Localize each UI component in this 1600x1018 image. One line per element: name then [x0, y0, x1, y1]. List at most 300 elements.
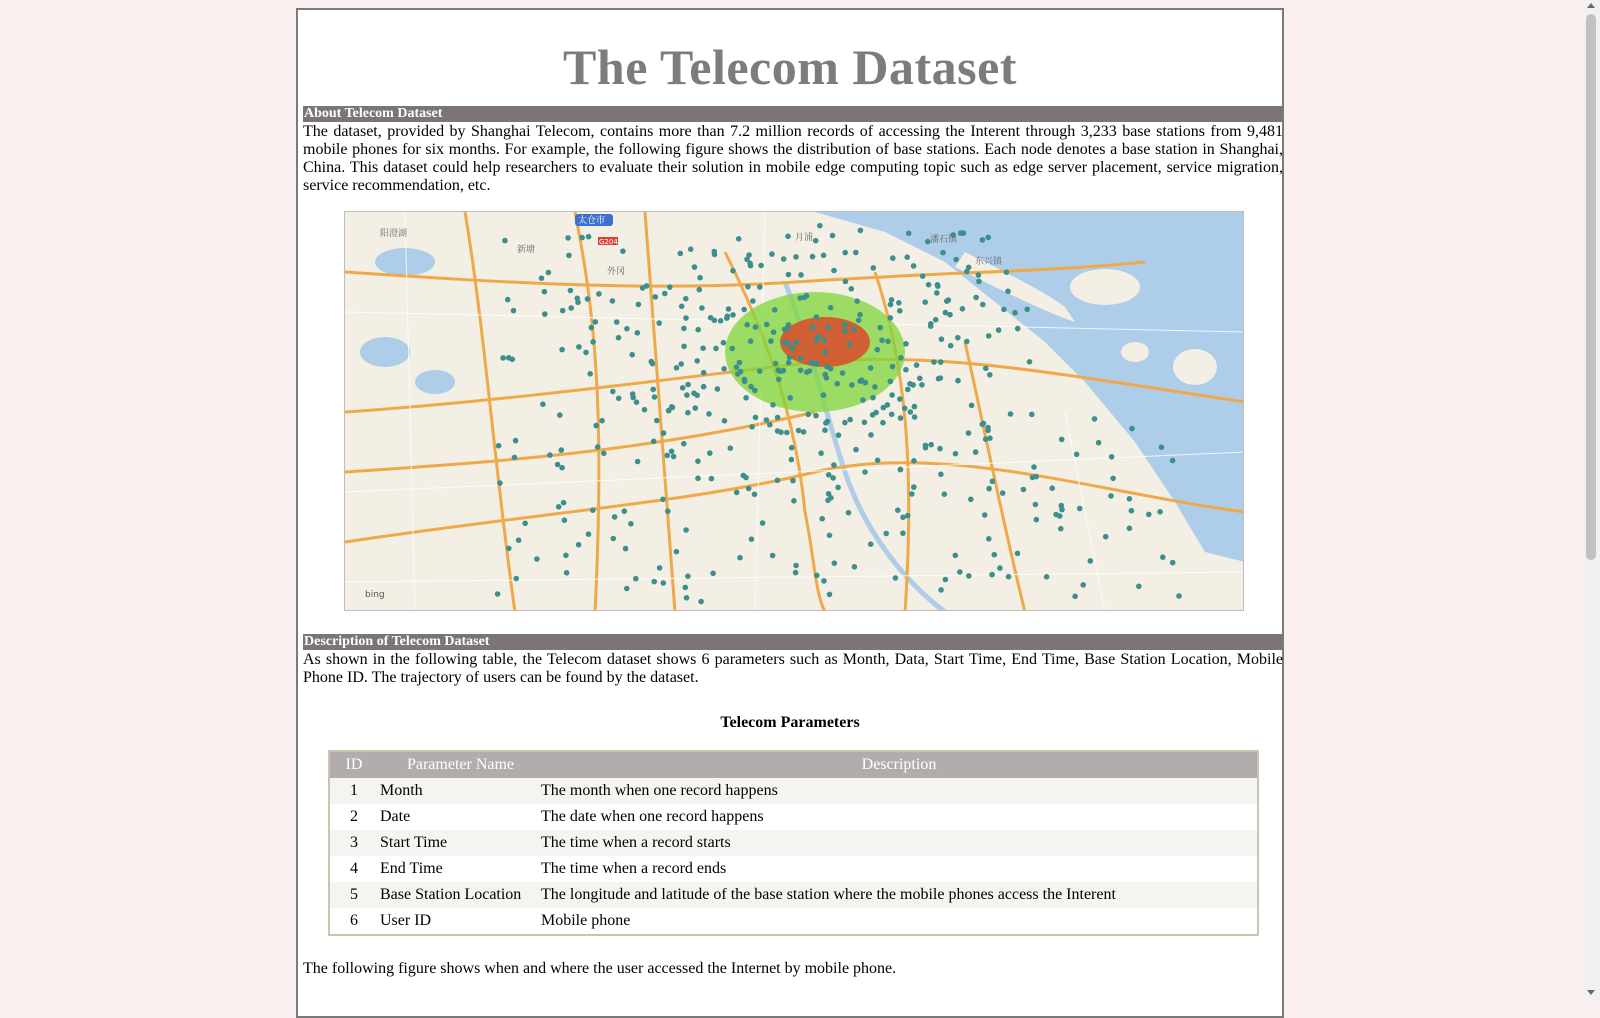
base-station-node [928, 323, 934, 329]
base-station-node [650, 387, 656, 393]
base-station-node [513, 576, 519, 582]
base-station-node [890, 364, 896, 370]
base-station-node [557, 412, 563, 418]
base-station-node [1170, 560, 1176, 566]
base-station-node [853, 250, 859, 256]
base-station-node [787, 395, 793, 401]
base-station-node [652, 394, 658, 400]
base-station-node [1127, 496, 1133, 502]
base-station-node [623, 546, 629, 552]
base-station-node [973, 295, 979, 301]
base-station-node [798, 272, 804, 278]
base-station-node [611, 536, 617, 542]
base-station-node [749, 424, 755, 430]
base-station-node [942, 491, 948, 497]
base-station-node [649, 359, 655, 365]
base-station-node [679, 304, 685, 310]
base-station-node [840, 370, 846, 376]
base-station-node [697, 287, 703, 293]
base-station-node [708, 315, 714, 321]
table-caption: Telecom Parameters [720, 714, 860, 731]
base-station-node [817, 223, 823, 229]
base-station-node [644, 283, 650, 289]
base-station-node [773, 361, 779, 367]
base-station-node [636, 302, 642, 308]
base-station-node [590, 507, 596, 513]
base-station-node [662, 291, 668, 297]
cell-name: End Time [378, 856, 541, 882]
base-station-node [534, 556, 540, 562]
base-station-node [931, 359, 937, 365]
base-station-node [589, 325, 595, 331]
base-station-node [1058, 526, 1064, 532]
base-station-node [946, 297, 952, 303]
base-station-node [522, 521, 528, 527]
base-station-node [683, 315, 689, 321]
header-description: Description [541, 751, 1258, 778]
base-station-node [875, 458, 881, 464]
base-station-node [914, 362, 920, 368]
base-station-node [685, 410, 691, 416]
base-station-node [926, 282, 932, 288]
base-station-node [694, 393, 700, 399]
base-station-node [596, 291, 602, 297]
base-station-node [539, 275, 545, 281]
table-header-row [329, 751, 1258, 778]
base-station-node [712, 252, 718, 258]
base-station-node [546, 270, 552, 276]
header-parameter-name: Parameter Name [378, 751, 541, 778]
base-station-node [790, 478, 796, 484]
base-station-node [610, 389, 616, 395]
base-station-node [898, 415, 904, 421]
base-station-node [940, 250, 946, 256]
base-station-node [513, 438, 519, 444]
base-station-node [828, 495, 834, 501]
base-station-node [693, 405, 699, 411]
base-station-node [836, 432, 842, 438]
base-station-node [1027, 359, 1033, 365]
base-station-node [559, 447, 565, 453]
base-station-node [958, 230, 964, 236]
base-station-node [919, 382, 925, 388]
base-station-node [782, 340, 788, 346]
base-station-node [715, 386, 721, 392]
base-station-node [860, 397, 866, 403]
base-station-node [976, 279, 982, 285]
base-station-node [846, 510, 852, 516]
base-station-node [656, 320, 662, 326]
base-station-node [890, 255, 896, 261]
base-station-node [810, 324, 816, 330]
base-station-node [775, 428, 781, 434]
about-paragraph: The dataset, provided by Shanghai Telecom, contains more than 7.2 million records of accessing the Interent through 3,233 base stations from 9,481 mobile phones for six months. For example, the following figure shows the distribution of base stations. Each node denotes a base station in Shanghai, China. This dataset could help researchers to evaluate their solution in mobile edge computing topic such as edge server placement, service migration, service recommendation, etc. [303, 123, 1283, 194]
base-station-node [683, 527, 689, 533]
base-station-node [737, 555, 743, 561]
base-station-node [706, 411, 712, 417]
base-station-node [671, 454, 677, 460]
base-station-node [834, 381, 840, 387]
base-station-node [542, 311, 548, 317]
base-station-node [599, 418, 605, 424]
base-station-node [698, 599, 704, 605]
base-station-node [823, 350, 829, 356]
base-station-node [793, 339, 799, 345]
base-station-node [734, 364, 740, 370]
base-station-node [688, 246, 694, 252]
base-station-node [628, 521, 634, 527]
base-station-node [669, 449, 675, 455]
base-station-node [985, 235, 991, 241]
base-station-node [983, 366, 989, 372]
base-station-node [880, 420, 886, 426]
base-station-node [1160, 554, 1166, 560]
base-station-node [902, 406, 908, 412]
base-station-node [802, 295, 808, 301]
base-station-node [786, 272, 792, 278]
base-station-node [654, 418, 660, 424]
base-station-node [847, 342, 853, 348]
base-station-node [883, 531, 889, 537]
base-station-node [870, 395, 876, 401]
base-station-node [955, 335, 961, 341]
base-station-node [831, 268, 837, 274]
base-station-node [1031, 464, 1037, 470]
base-station-node [678, 361, 684, 367]
base-station-node [1088, 558, 1094, 564]
table-row [329, 856, 1258, 882]
base-station-node [1080, 582, 1086, 588]
base-station-node [1005, 289, 1011, 295]
base-station-node [813, 413, 819, 419]
base-station-node [777, 369, 783, 375]
base-station-node [1004, 269, 1010, 275]
table-row [329, 882, 1258, 908]
base-station-node [695, 458, 701, 464]
base-station-node [664, 453, 670, 459]
map-island-3 [1173, 349, 1217, 385]
base-station-node [660, 497, 666, 503]
base-station-node [980, 302, 986, 308]
base-station-node [905, 387, 911, 393]
base-station-node [827, 533, 833, 539]
base-station-node [684, 392, 690, 398]
base-station-node [782, 327, 788, 333]
base-station-node [827, 592, 833, 598]
base-station-node [753, 324, 759, 330]
base-station-node [889, 392, 895, 398]
base-station-node [612, 514, 618, 520]
base-station-node [904, 254, 910, 260]
base-station-node [633, 576, 639, 582]
scroll-down-arrow-icon[interactable] [1587, 990, 1595, 995]
base-station-node [920, 273, 926, 279]
map-island-2 [1070, 269, 1140, 305]
map-label-waigang: 外冈 [607, 267, 626, 277]
cell-name: Month [378, 778, 541, 804]
base-station-node [721, 366, 727, 372]
base-station-node [862, 420, 868, 426]
base-station-node [928, 442, 934, 448]
base-station-node [980, 237, 986, 243]
base-station-node [694, 358, 700, 364]
cell-id: 6 [329, 908, 378, 935]
base-station-node [681, 326, 687, 332]
base-station-node [953, 257, 959, 263]
base-station-node [753, 415, 759, 421]
base-station-node [828, 305, 834, 311]
base-station-node [853, 447, 859, 453]
base-station-node [748, 384, 754, 390]
map-label-yangcheng: 阳澄湖 [380, 229, 408, 239]
base-station-node [775, 415, 781, 421]
base-station-node [1008, 411, 1014, 417]
base-station-node [787, 355, 793, 361]
base-station-node [595, 444, 601, 450]
base-station-node [576, 542, 582, 548]
base-station-node [908, 409, 914, 415]
base-station-node [742, 379, 748, 385]
base-station-node [868, 365, 874, 371]
map-lake-1 [360, 337, 410, 367]
base-station-node [907, 381, 913, 387]
base-station-node [1000, 490, 1006, 496]
base-station-node [590, 339, 596, 345]
base-station-node [776, 377, 782, 383]
base-station-node [852, 564, 858, 570]
base-station-node [1074, 452, 1080, 458]
base-station-node [955, 378, 961, 384]
base-station-node [868, 432, 874, 438]
map-label-taicang: 太仓市 [578, 216, 606, 226]
base-station-node [769, 251, 775, 257]
base-station-node [700, 345, 706, 351]
cell-id: 3 [329, 830, 378, 856]
base-station-node [587, 371, 593, 377]
base-station-node [683, 296, 689, 302]
base-station-node [651, 439, 657, 445]
base-station-node [586, 531, 592, 537]
base-station-node [568, 288, 574, 294]
base-station-node [760, 520, 766, 526]
base-station-node [854, 298, 860, 304]
description-paragraph: As shown in the following table, the Telecom dataset shows 6 parameters such as Month, Data, Start Time, End Time, Base Station Location, Mobile Phone ID. The trajectory of users can be found by the dataset. [303, 651, 1283, 686]
base-station-node [868, 541, 874, 547]
base-station-node [1057, 513, 1063, 519]
base-station-node [674, 365, 680, 371]
base-station-node [601, 451, 607, 457]
base-station-node [969, 403, 975, 409]
base-station-node [562, 517, 568, 523]
base-station-node [764, 322, 770, 328]
base-station-node [842, 250, 848, 256]
base-station-node [665, 508, 671, 514]
base-station-node [832, 560, 838, 566]
cell-name: Date [378, 804, 541, 830]
base-station-node [764, 417, 770, 423]
base-station-node [497, 480, 503, 486]
base-station-node [741, 307, 747, 313]
base-station-node [1001, 307, 1007, 313]
map-bing-logo: bing [365, 590, 385, 600]
base-station-node [500, 355, 506, 361]
base-station-node [506, 546, 512, 552]
base-station-node [986, 333, 992, 339]
base-station-node [831, 462, 837, 468]
base-station-node [757, 368, 763, 374]
base-station-node [857, 312, 863, 318]
base-station-node [667, 284, 673, 290]
base-station-node [801, 429, 807, 435]
base-station-node [938, 587, 944, 593]
base-station-node [948, 343, 954, 349]
base-station-node [1129, 426, 1135, 432]
cell-description: The month when one record happens [541, 778, 1258, 804]
base-station-node [981, 421, 987, 427]
cell-description: The date when one record happens [541, 804, 1258, 830]
base-station-node [992, 552, 998, 558]
base-station-node [938, 472, 944, 478]
base-station-node [556, 504, 562, 510]
base-station-node [1103, 534, 1109, 540]
scroll-up-arrow-icon[interactable] [1587, 3, 1595, 8]
base-station-node [859, 377, 865, 383]
base-station-node [565, 235, 571, 241]
base-station-node [885, 402, 891, 408]
base-station-node [985, 428, 991, 434]
base-station-node [936, 376, 942, 382]
base-station-node [616, 335, 622, 341]
base-station-node [614, 319, 620, 325]
cell-name: User ID [378, 908, 541, 935]
base-station-node [741, 473, 747, 479]
base-station-node [813, 238, 819, 244]
base-station-node [917, 376, 923, 382]
base-station-node [496, 443, 502, 449]
base-station-node [746, 486, 752, 492]
base-station-node [835, 485, 841, 491]
base-station-node [758, 263, 764, 269]
base-station-node [568, 305, 574, 311]
map-label-yuepu: 月浦 [795, 233, 814, 243]
base-station-node [912, 404, 918, 410]
base-station-node [953, 451, 959, 457]
vertical-scrollbar[interactable] [1582, 0, 1600, 1000]
base-station-node [786, 322, 792, 328]
base-station-node [822, 372, 828, 378]
base-station-node [684, 595, 690, 601]
base-station-node [624, 326, 630, 332]
base-station-node [1006, 574, 1012, 580]
footer-paragraph: The following figure shows when and where the user accessed the Internet by mobile phone. [303, 960, 897, 977]
map-lake-2 [415, 370, 455, 394]
base-station-node [872, 384, 878, 390]
base-station-node [903, 367, 909, 373]
base-station-node [661, 580, 667, 586]
base-station-node [814, 573, 820, 579]
cell-id: 4 [329, 856, 378, 882]
base-station-node [495, 591, 501, 597]
cell-name: Base Station Location [378, 882, 541, 908]
cell-description: The longitude and latitude of the base station where the mobile phones access the Interent [541, 882, 1258, 908]
base-station-node [561, 500, 567, 506]
base-station-node [822, 427, 828, 433]
base-station-node [793, 254, 799, 260]
base-station-node [722, 418, 728, 424]
map-label-xincheng: 新塘 [517, 245, 536, 255]
base-station-node [966, 573, 972, 579]
base-station-node [635, 330, 641, 336]
base-station-node [721, 340, 727, 346]
base-station-node [750, 298, 756, 304]
base-station-node [1096, 440, 1102, 446]
base-station-node [786, 360, 792, 366]
map-label-puxi: 潘石镇 [930, 235, 958, 245]
base-station-node [1146, 512, 1152, 518]
base-station-node [934, 290, 940, 296]
base-station-node [873, 410, 879, 416]
base-station-node [692, 264, 698, 270]
base-station-node [767, 422, 773, 428]
base-station-node [576, 344, 582, 350]
base-station-node [713, 346, 719, 352]
base-station-node [798, 356, 804, 362]
base-station-node [630, 391, 636, 397]
base-station-node [729, 346, 735, 352]
base-station-node [657, 565, 663, 571]
base-station-node [785, 234, 791, 240]
base-station-node [898, 467, 904, 473]
cell-id: 5 [329, 882, 378, 908]
base-station-node [635, 459, 641, 465]
base-station-node [585, 296, 591, 302]
cell-name: Start Time [378, 830, 541, 856]
base-station-node [1170, 458, 1176, 464]
base-station-node [825, 325, 831, 331]
base-station-node [651, 579, 657, 585]
base-station-node [685, 382, 691, 388]
base-station-node [681, 344, 687, 350]
base-station-node [933, 317, 939, 323]
scrollbar-thumb[interactable] [1586, 14, 1596, 560]
base-station-node [790, 345, 796, 351]
base-station-node [1015, 326, 1021, 332]
base-station-node [512, 455, 518, 461]
base-station-node [540, 401, 546, 407]
base-station-node [685, 573, 691, 579]
base-station-node [593, 423, 599, 429]
map-label-road: G204 [599, 238, 618, 246]
base-station-node [757, 284, 763, 290]
cell-description: The time when a record ends [541, 856, 1258, 882]
cell-id: 1 [329, 778, 378, 804]
base-station-node [724, 315, 730, 321]
base-station-node [966, 430, 972, 436]
base-station-node [843, 279, 849, 285]
base-station-node [511, 308, 517, 314]
base-station-node [897, 396, 903, 402]
base-station-node [695, 476, 701, 482]
base-station-node [986, 486, 992, 492]
base-station-node [559, 465, 565, 471]
base-station-node [893, 575, 899, 581]
base-station-node [1176, 593, 1182, 599]
base-station-node [620, 248, 626, 254]
base-station-node [900, 530, 906, 536]
about-section-heading: About Telecom Dataset [303, 106, 1282, 122]
base-station-node [842, 328, 848, 334]
base-station-node [770, 553, 776, 559]
